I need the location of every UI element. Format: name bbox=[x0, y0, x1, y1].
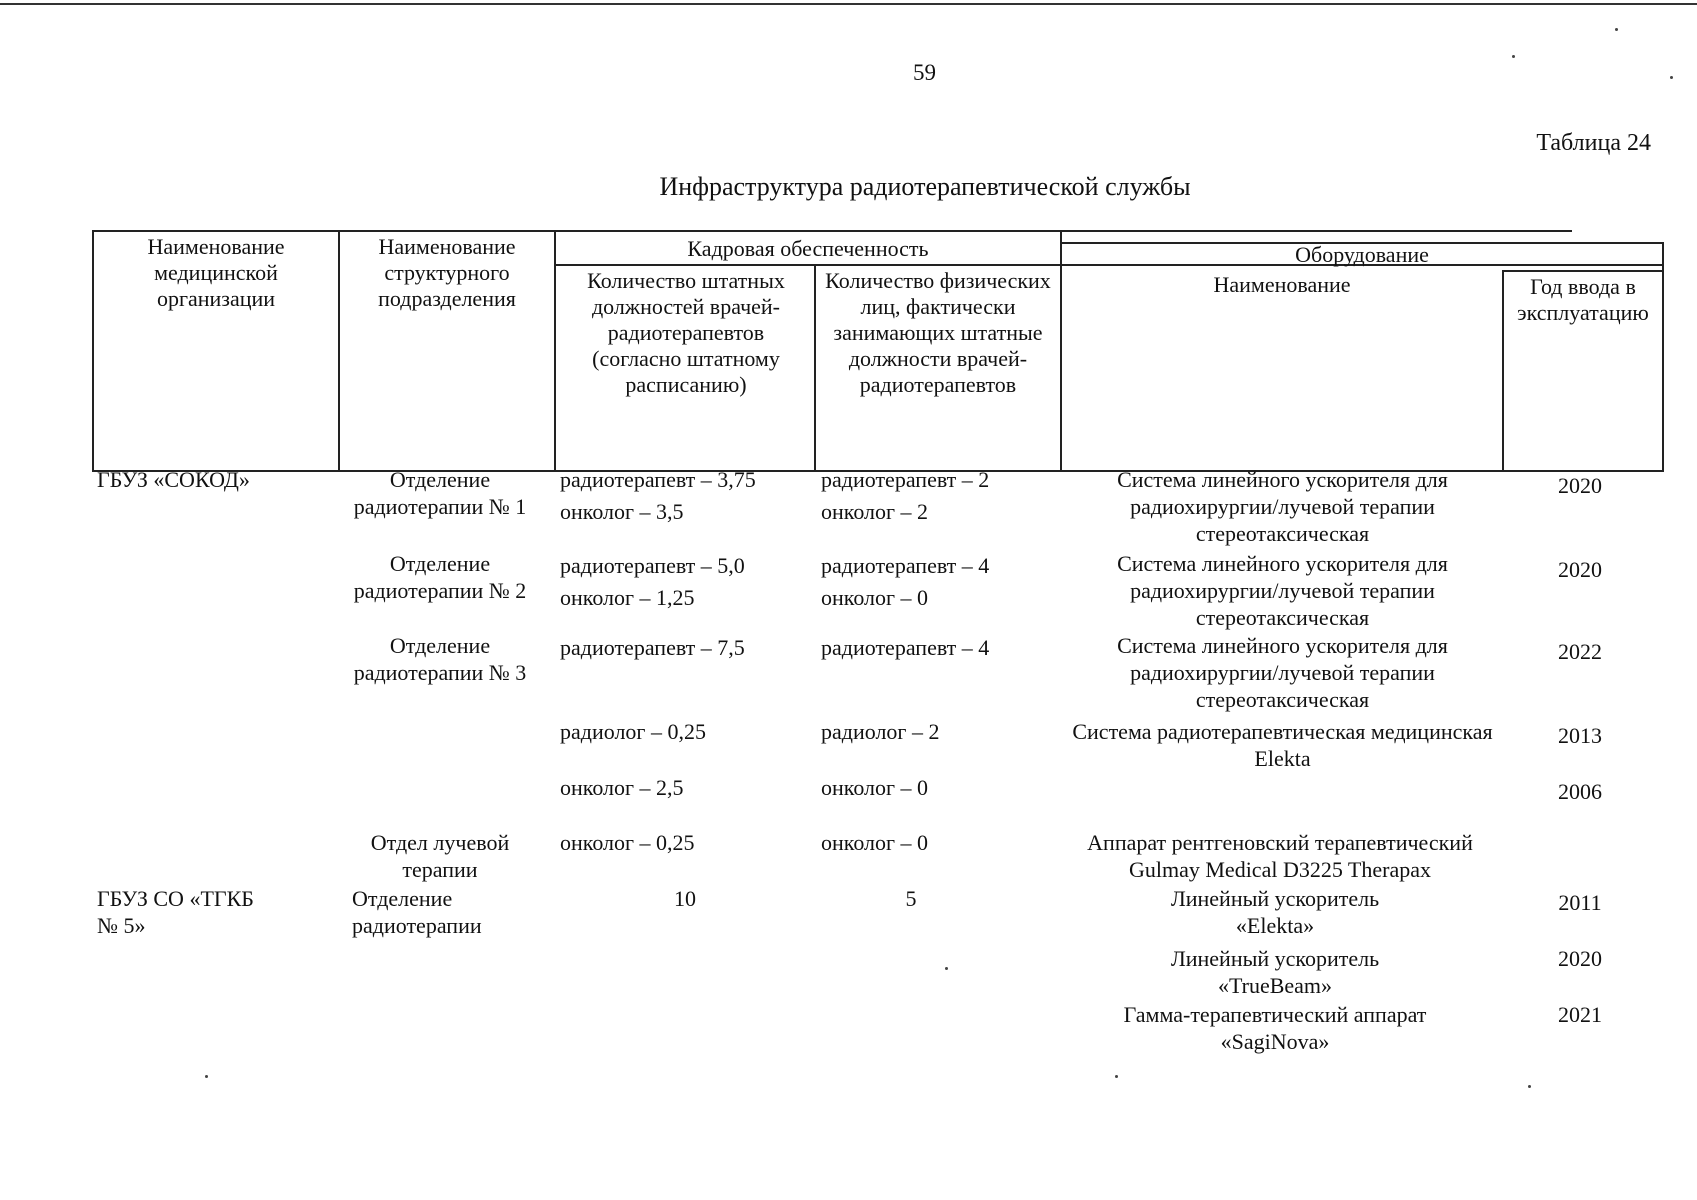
header-equipment: Оборудование bbox=[1295, 242, 1429, 267]
cell-year: 2022 bbox=[1558, 639, 1602, 664]
cell-dept: Отделение радиотерапии № 1 bbox=[353, 467, 527, 519]
table-header bbox=[92, 230, 1664, 472]
header-persons-count: Количество физических лиц, фактически занимающих штатные должности врачей-радиотерапевтов bbox=[825, 268, 1051, 397]
cell-staff: радиотерапевт – 3,75 онколог – 3,5 bbox=[560, 467, 756, 524]
cell-equipment: Аппарат рентгеновский терапевтический Gulmay Medical D3225 Therapax bbox=[1087, 830, 1473, 882]
cell-dept: Отделение радиотерапии № 2 bbox=[353, 551, 527, 603]
table-title: Инфраструктура радиотерапевтической службы bbox=[659, 172, 1191, 201]
cell-year: 2020 bbox=[1558, 473, 1602, 498]
header-eq-name: Наименование bbox=[1213, 272, 1351, 297]
cell-equipment: Система линейного ускорителя для радиохирургии/лучевой терапии стереотаксическая bbox=[1117, 551, 1448, 630]
cell-equipment: Линейный ускоритель «Elekta» bbox=[1170, 886, 1380, 938]
cell-equipment: Линейный ускоритель «TrueBeam» bbox=[1170, 946, 1380, 998]
cell-year: 2021 bbox=[1558, 1002, 1602, 1027]
header-year: Год ввода в эксплуатацию bbox=[1517, 274, 1649, 325]
top-border-line bbox=[0, 3, 1697, 5]
scan-speck bbox=[1670, 76, 1673, 79]
cell-dept: Отделение радиотерапии № 3 bbox=[353, 633, 527, 685]
cell-staff: онколог – 2,5 bbox=[560, 775, 684, 800]
table-label: Таблица 24 bbox=[1536, 130, 1651, 156]
cell-dept: Отдел лучевой терапии bbox=[370, 830, 510, 882]
cell-year: 2011 bbox=[1558, 890, 1602, 915]
cell-persons: радиотерапевт – 4 bbox=[821, 635, 990, 660]
cell-persons: онколог – 0 bbox=[821, 775, 929, 800]
cell-staff: радиотерапевт – 7,5 bbox=[560, 635, 745, 660]
cell-persons: радиолог – 2 bbox=[821, 719, 940, 744]
scan-speck bbox=[1528, 1085, 1531, 1088]
scan-speck bbox=[205, 1075, 208, 1078]
cell-org: ГБУЗ «СОКОД» bbox=[97, 467, 250, 492]
cell-year: 2006 bbox=[1558, 779, 1602, 804]
header-staff-count: Количество штатных должностей врачей-радиотерапевтов (согласно штатному расписанию) bbox=[587, 268, 785, 397]
cell-equipment: Система радиотерапевтическая медицинская Elekta bbox=[1072, 719, 1493, 771]
cell-year: 2013 bbox=[1558, 723, 1602, 748]
header-org: Наименование медицинской организации bbox=[147, 234, 285, 311]
scan-speck bbox=[945, 967, 948, 970]
cell-year: 2020 bbox=[1558, 946, 1602, 971]
cell-persons: 5 bbox=[905, 886, 917, 911]
cell-staff: онколог – 0,25 bbox=[560, 830, 695, 855]
cell-staff: радиолог – 0,25 bbox=[560, 719, 706, 744]
cell-staff: радиотерапевт – 5,0 онколог – 1,25 bbox=[560, 553, 745, 610]
scan-speck bbox=[1512, 55, 1515, 58]
page-number: 59 bbox=[913, 60, 936, 85]
cell-dept: Отделение радиотерапии bbox=[352, 886, 482, 938]
scan-speck bbox=[1615, 28, 1618, 31]
cell-equipment: Система линейного ускорителя для радиохирургии/лучевой терапии стереотаксическая bbox=[1117, 467, 1448, 546]
scan-speck bbox=[1115, 1075, 1118, 1078]
cell-persons: радиотерапевт – 4 онколог – 0 bbox=[821, 553, 990, 610]
cell-persons: радиотерапевт – 2 онколог – 2 bbox=[821, 467, 990, 524]
cell-org: ГБУЗ СО «ТГКБ № 5» bbox=[97, 886, 254, 938]
cell-persons: онколог – 0 bbox=[821, 830, 929, 855]
cell-year: 2020 bbox=[1558, 557, 1602, 582]
cell-equipment: Система линейного ускорителя для радиохирургии/лучевой терапии стереотаксическая bbox=[1117, 633, 1448, 712]
cell-staff: 10 bbox=[674, 886, 696, 911]
header-staffing: Кадровая обеспеченность bbox=[687, 236, 929, 261]
cell-equipment: Гамма-терапевтический аппарат «SagiNova» bbox=[1123, 1002, 1427, 1054]
header-dept: Наименование структурного подразделения bbox=[378, 234, 516, 311]
